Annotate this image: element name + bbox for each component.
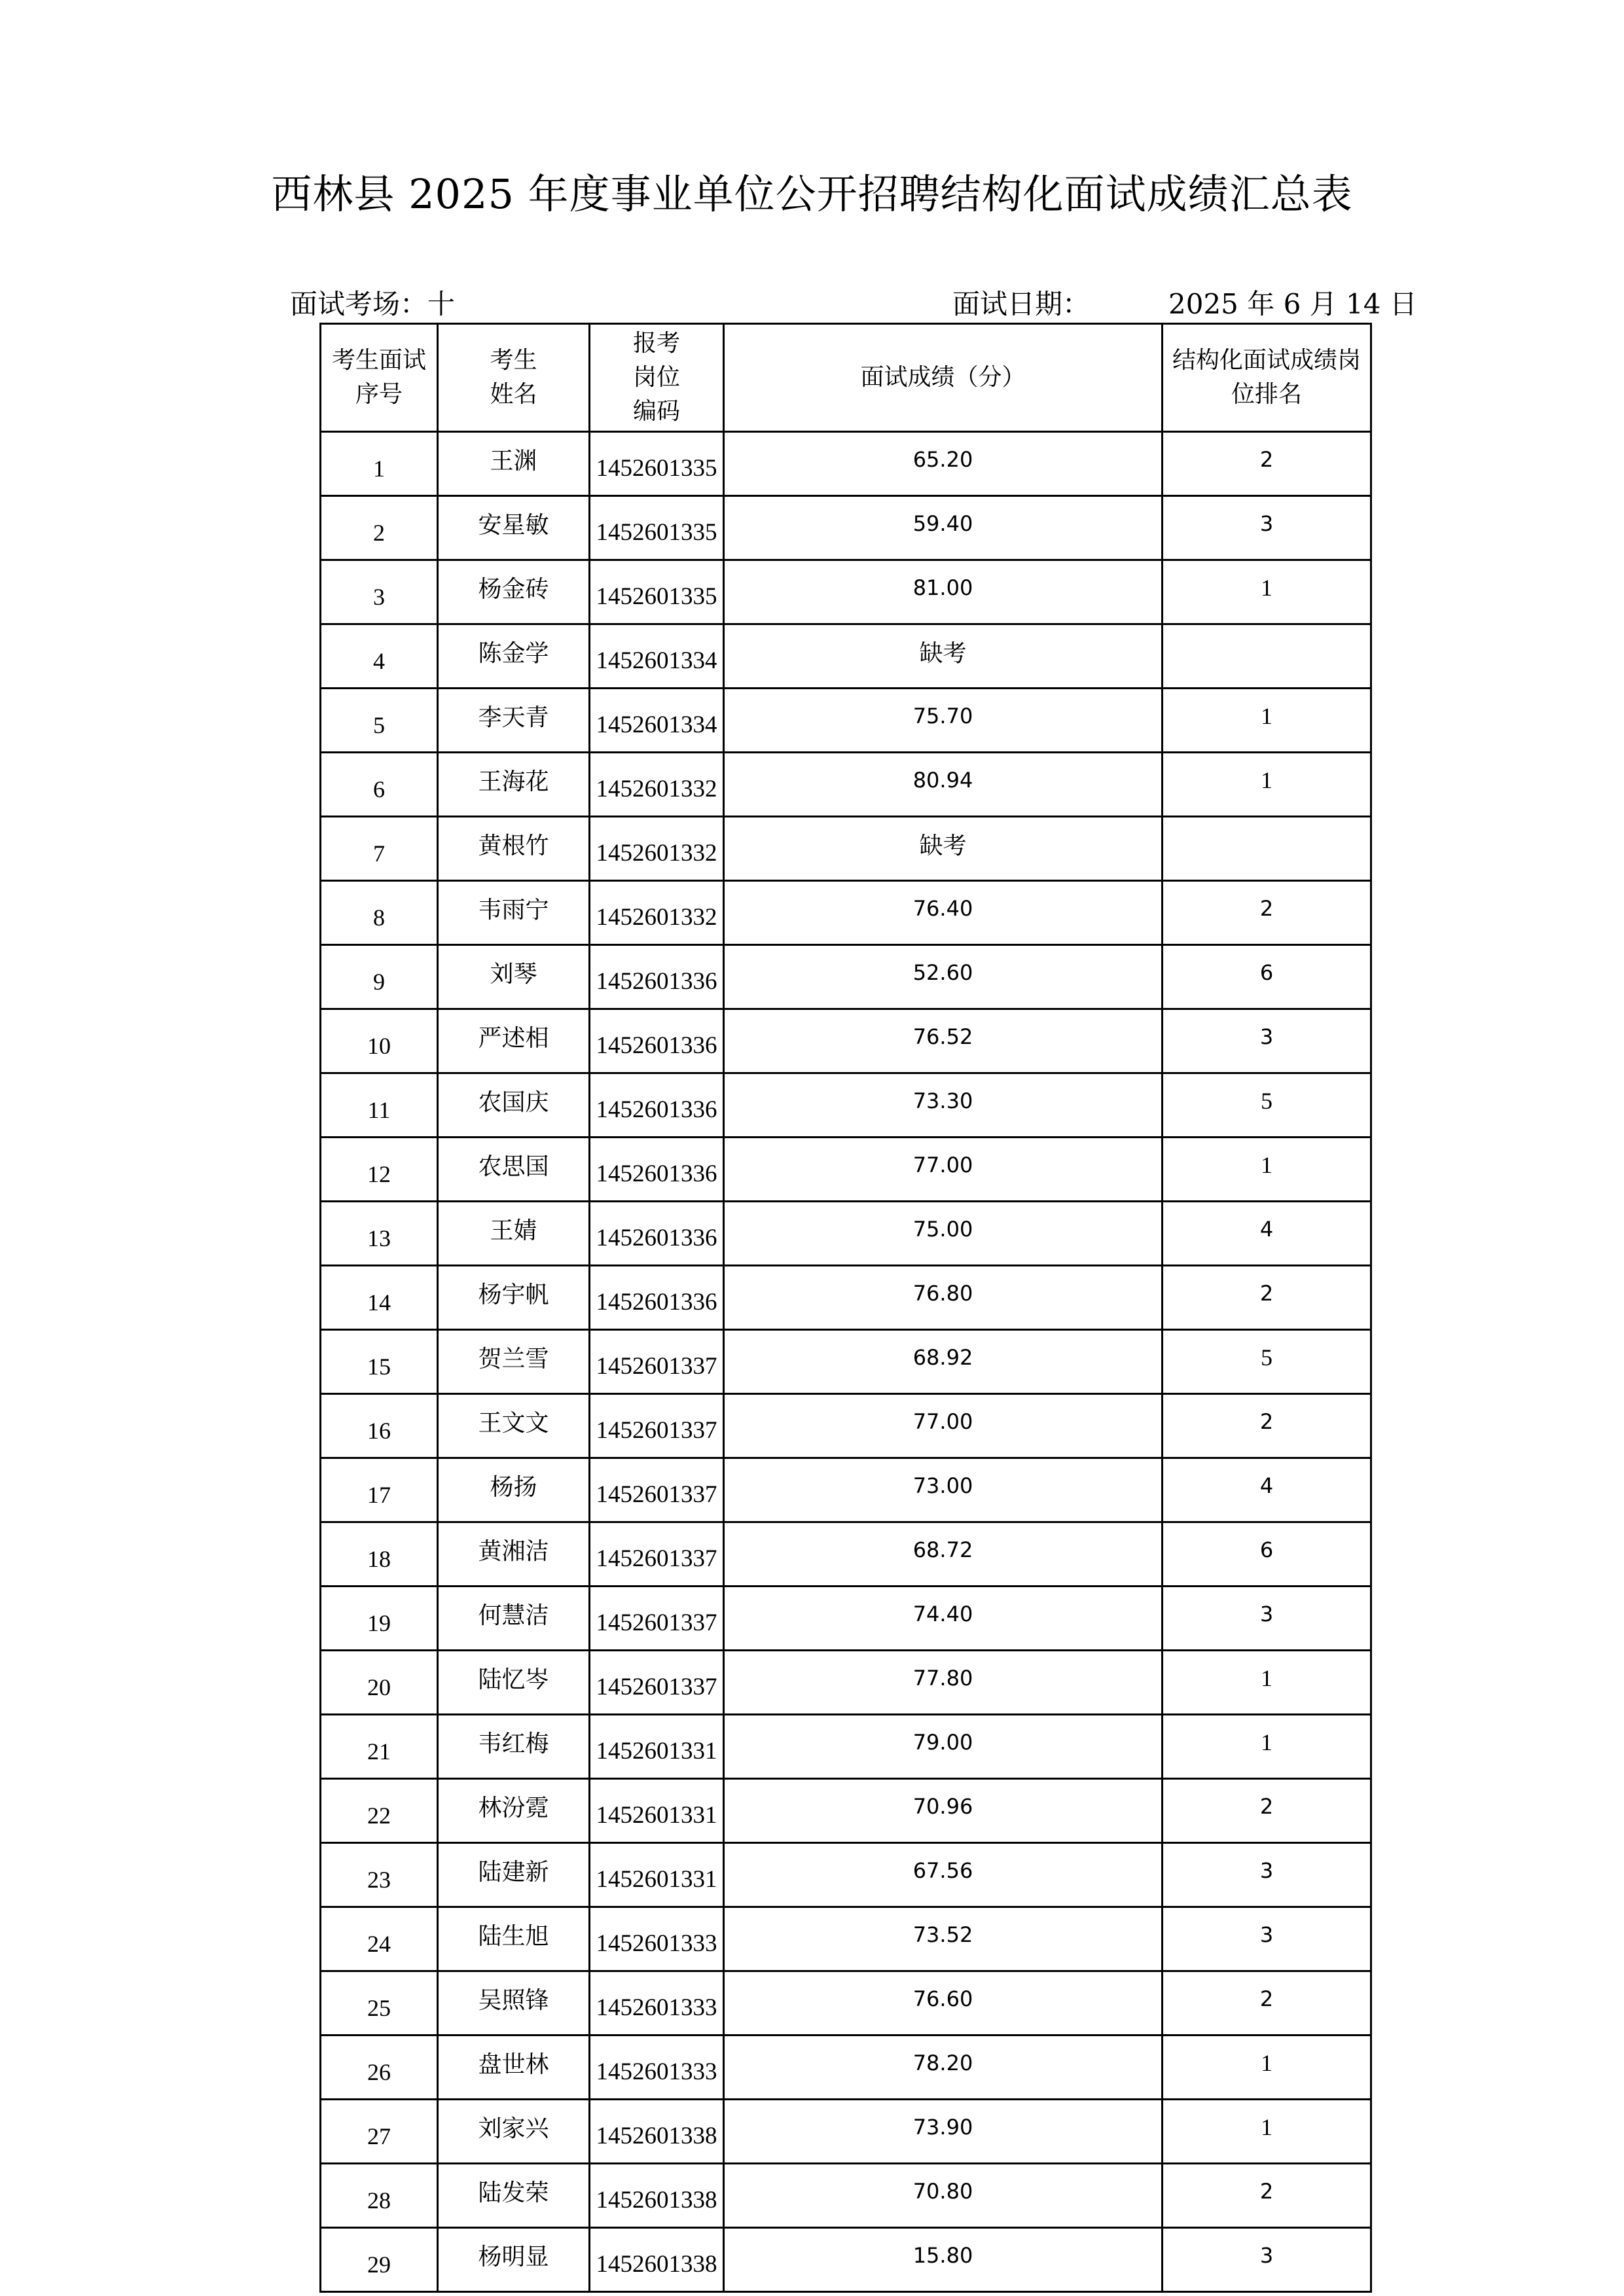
cell-seq: 27 [321,2100,438,2164]
cell-seq: 3 [321,560,438,624]
cell-seq: 18 [321,1522,438,1587]
cell-score: 73.30 [724,1073,1163,1138]
cell-name: 杨金砖 [438,560,590,624]
cell-seq: 16 [321,1394,438,1458]
table-row [321,1907,1371,1971]
cell-code: 1452601336 [590,1202,724,1266]
cell-name: 刘琴 [438,945,590,1009]
cell-rank: 2 [1163,2164,1371,2228]
cell-code: 1452601335 [590,560,724,624]
cell-code: 1452601338 [590,2228,724,2292]
cell-score: 70.80 [724,2164,1163,2228]
cell-score: 65.20 [724,432,1163,496]
exam-date [952,285,1417,324]
cell-rank: 3 [1163,1907,1371,1971]
cell-score: 59.40 [724,496,1163,560]
cell-seq: 19 [321,1587,438,1651]
cell-score: 76.52 [724,1009,1163,1073]
cell-name: 农思国 [438,1138,590,1202]
cell-name: 林汾霓 [438,1779,590,1843]
header-name: 考生姓名 [438,324,590,432]
cell-code: 1452601337 [590,1458,724,1522]
cell-score: 75.70 [724,689,1163,753]
cell-code: 1452601337 [590,1394,724,1458]
cell-score: 81.00 [724,560,1163,624]
cell-code: 1452601336 [590,1138,724,1202]
cell-score: 77.00 [724,1394,1163,1458]
cell-seq: 14 [321,1266,438,1330]
header-score: 面试成绩（分） [724,324,1163,432]
cell-name: 吴照锋 [438,1971,590,2036]
table-row [321,1394,1371,1458]
cell-name: 王婧 [438,1202,590,1266]
cell-rank: 4 [1163,1202,1371,1266]
cell-seq: 12 [321,1138,438,1202]
cell-rank: 2 [1163,1971,1371,2036]
header-rank: 结构化面试成绩岗位排名 [1163,324,1371,432]
cell-name: 黄根竹 [438,817,590,881]
header-code: 报考岗位编码 [590,324,724,432]
table-header-row [321,324,1371,432]
cell-seq: 21 [321,1715,438,1779]
table-row [321,689,1371,753]
table-row [321,1458,1371,1522]
cell-code: 1452601338 [590,2164,724,2228]
cell-code: 1452601336 [590,1266,724,1330]
table-row [321,1266,1371,1330]
cell-score: 78.20 [724,2036,1163,2100]
cell-code: 1452601332 [590,753,724,817]
cell-rank: 2 [1163,881,1371,945]
cell-code: 1452601336 [590,1009,724,1073]
cell-code: 1452601332 [590,817,724,881]
cell-name: 陈金学 [438,624,590,689]
header-seq: 考生面试序号 [321,324,438,432]
cell-code: 1452601331 [590,1715,724,1779]
cell-rank: 1 [1163,1651,1371,1715]
cell-rank: 5 [1163,1330,1371,1394]
cell-seq: 9 [321,945,438,1009]
cell-rank: 6 [1163,1522,1371,1587]
cell-seq: 24 [321,1907,438,1971]
table-row [321,1843,1371,1907]
cell-code: 1452601334 [590,689,724,753]
cell-rank: 1 [1163,1715,1371,1779]
cell-rank [1163,624,1371,689]
cell-score: 80.94 [724,753,1163,817]
cell-rank: 6 [1163,945,1371,1009]
cell-rank: 2 [1163,1266,1371,1330]
cell-rank: 2 [1163,432,1371,496]
cell-score: 77.80 [724,1651,1163,1715]
cell-name: 陆忆岑 [438,1651,590,1715]
cell-score: 77.00 [724,1138,1163,1202]
cell-name: 韦红梅 [438,1715,590,1779]
cell-code: 1452601337 [590,1651,724,1715]
cell-score: 74.40 [724,1587,1163,1651]
table-row [321,1779,1371,1843]
table-row [321,432,1371,496]
cell-seq: 28 [321,2164,438,2228]
table-row [321,1009,1371,1073]
cell-score: 76.60 [724,1971,1163,2036]
cell-rank: 3 [1163,496,1371,560]
cell-code: 1452601338 [590,2100,724,2164]
cell-rank: 3 [1163,1843,1371,1907]
page-title: 西林县 2025 年度事业单位公开招聘结构化面试成绩汇总表 [271,170,1353,218]
cell-name: 何慧洁 [438,1587,590,1651]
cell-code: 1452601331 [590,1843,724,1907]
cell-code: 1452601333 [590,1907,724,1971]
cell-score: 缺考 [724,817,1163,881]
cell-rank: 5 [1163,1073,1371,1138]
cell-seq: 22 [321,1779,438,1843]
table-row [321,1971,1371,2036]
table-row [321,1073,1371,1138]
cell-name: 杨宇帆 [438,1266,590,1330]
cell-seq: 7 [321,817,438,881]
cell-seq: 1 [321,432,438,496]
cell-code: 1452601331 [590,1779,724,1843]
exam-date-label: 面试日期： [952,288,1091,320]
cell-score: 73.00 [724,1458,1163,1522]
cell-code: 1452601334 [590,624,724,689]
table-row [321,2228,1371,2292]
cell-rank: 2 [1163,1394,1371,1458]
cell-code: 1452601336 [590,945,724,1009]
table-row [321,560,1371,624]
table-row [321,1587,1371,1651]
table-row [321,881,1371,945]
cell-seq: 20 [321,1651,438,1715]
cell-code: 1452601332 [590,881,724,945]
cell-rank [1163,817,1371,881]
cell-score: 73.90 [724,2100,1163,2164]
cell-code: 1452601333 [590,1971,724,2036]
cell-score: 76.80 [724,1266,1163,1330]
cell-seq: 11 [321,1073,438,1138]
cell-code: 1452601333 [590,2036,724,2100]
table-row [321,2100,1371,2164]
cell-name: 李天青 [438,689,590,753]
table-row [321,624,1371,689]
cell-rank: 1 [1163,560,1371,624]
table-row [321,817,1371,881]
cell-score: 52.60 [724,945,1163,1009]
cell-code: 1452601335 [590,496,724,560]
cell-rank: 3 [1163,1009,1371,1073]
cell-rank: 2 [1163,1779,1371,1843]
cell-code: 1452601337 [590,1522,724,1587]
cell-name: 陆发荣 [438,2164,590,2228]
table-row [321,496,1371,560]
cell-seq: 26 [321,2036,438,2100]
cell-name: 农国庆 [438,1073,590,1138]
cell-name: 贺兰雪 [438,1330,590,1394]
cell-name: 陆建新 [438,1843,590,1907]
cell-rank: 4 [1163,1458,1371,1522]
exam-room-label: 面试考场：十 [290,288,456,320]
cell-name: 黄湘洁 [438,1522,590,1587]
cell-rank: 3 [1163,1587,1371,1651]
table-row [321,1715,1371,1779]
cell-name: 王渊 [438,432,590,496]
cell-seq: 4 [321,624,438,689]
cell-name: 严述相 [438,1009,590,1073]
cell-name: 韦雨宁 [438,881,590,945]
table-row [321,2164,1371,2228]
cell-name: 陆生旭 [438,1907,590,1971]
cell-seq: 13 [321,1202,438,1266]
cell-score: 15.80 [724,2228,1163,2292]
cell-code: 1452601337 [590,1587,724,1651]
cell-name: 杨明显 [438,2228,590,2292]
cell-name: 王文文 [438,1394,590,1458]
cell-name: 安星敏 [438,496,590,560]
cell-score: 75.00 [724,1202,1163,1266]
table-row [321,1202,1371,1266]
cell-seq: 17 [321,1458,438,1522]
cell-score: 缺考 [724,624,1163,689]
cell-seq: 23 [321,1843,438,1907]
cell-code: 1452601337 [590,1330,724,1394]
table-row [321,945,1371,1009]
cell-seq: 5 [321,689,438,753]
cell-name: 刘家兴 [438,2100,590,2164]
cell-score: 79.00 [724,1715,1163,1779]
cell-rank: 3 [1163,2228,1371,2292]
table-row [321,753,1371,817]
cell-seq: 29 [321,2228,438,2292]
cell-name: 盘世林 [438,2036,590,2100]
cell-code: 1452601335 [590,432,724,496]
table-row [321,1651,1371,1715]
cell-score: 73.52 [724,1907,1163,1971]
cell-rank: 1 [1163,1138,1371,1202]
cell-rank: 1 [1163,689,1371,753]
cell-rank: 1 [1163,2100,1371,2164]
cell-score: 76.40 [724,881,1163,945]
interview-score-table [319,323,1372,2293]
cell-name: 王海花 [438,753,590,817]
cell-score: 67.56 [724,1843,1163,1907]
cell-seq: 10 [321,1009,438,1073]
cell-seq: 8 [321,881,438,945]
table-row [321,2036,1371,2100]
cell-rank: 1 [1163,2036,1371,2100]
cell-seq: 6 [321,753,438,817]
table-row [321,1138,1371,1202]
table-row [321,1522,1371,1587]
cell-score: 68.92 [724,1330,1163,1394]
cell-rank: 1 [1163,753,1371,817]
cell-score: 70.96 [724,1779,1163,1843]
cell-seq: 2 [321,496,438,560]
cell-name: 杨扬 [438,1458,590,1522]
exam-date-value: 2025 年 6 月 14 日 [1168,288,1417,320]
table-row [321,1330,1371,1394]
cell-code: 1452601336 [590,1073,724,1138]
cell-seq: 15 [321,1330,438,1394]
cell-seq: 25 [321,1971,438,2036]
cell-score: 68.72 [724,1522,1163,1587]
